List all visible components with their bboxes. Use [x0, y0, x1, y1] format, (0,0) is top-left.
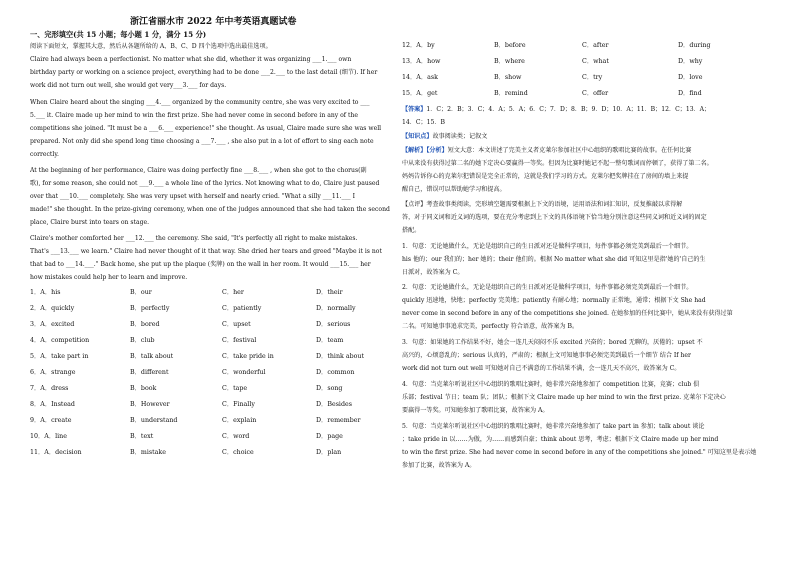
passage-line: prepared. Not only did she spend long time choosing a ___7.___ , she also put in a lot of effort to sing each note	[30, 138, 374, 145]
option-a: 4．A．competition	[30, 337, 90, 344]
left-column	[30, 0, 398, 562]
explanation-line: 日派对，故答案为 C。	[402, 269, 464, 276]
option-a: 9．A．create	[30, 417, 72, 424]
answer-text: 1．C；2．B；3．C；4．A；5．A；6．C；7．D；8．B；9．D；10．A；11．B；12．C；13．A；	[426, 106, 711, 113]
explanation-line: 2．句意：无论她做什么，无论是组织自己的生日派对还是做科学项目，每件事都必须完美到最后一个细节。	[402, 284, 693, 291]
explanation-line: to win the first prize. She had never come in second before in any of the competitions she joined." 可知这里是表示她	[402, 449, 757, 456]
passage-line: Claire's mother comforted her ___12.___ the ceremony. She said, "It's perfectly all right to make mistakes.	[30, 235, 358, 242]
option-d: D．Besides	[316, 401, 352, 408]
passage-line: When Claire heard about the singing ___4.___ organized by the community centre, she was very excited to ___	[30, 99, 370, 106]
comment-line: 搭配。	[402, 227, 421, 234]
option-b: B．club	[130, 337, 155, 344]
option-d: D．common	[316, 369, 355, 376]
analysis-line: 中从来没有获得过第二名的她下定决心要赢得一等奖。但因为比赛时她记不起一整句歌词而停顿了，获得了第二名。	[402, 160, 713, 167]
option-d: D．serious	[316, 321, 351, 328]
option-a: 3．A．excited	[30, 321, 75, 328]
explanation-line: ；take pride in 以……为傲，为……而感到自豪；think about 思考，考虑；根据下文 Claire made up her mind	[402, 436, 719, 443]
explanation-line: 3．句意：如果她的工作结果不好，她会一连几天闷闷不乐 excited 兴奋的；bored 无聊的，厌倦的；upset 不	[402, 339, 703, 346]
option-c: C．Finally	[222, 401, 255, 408]
option-d: D．remember	[316, 417, 361, 424]
option-d: D．normally	[316, 305, 356, 312]
explanation-line: 5．句意：当克莱尔听说社区中心组织的歌唱比赛时，她非常兴奋地参加了 take part in 参加；talk about 谈论	[402, 423, 705, 430]
analysis-line: 醒自己，错误可以帮助她学习和提高。	[402, 186, 506, 193]
passage-line: That's ___13.___ we learn." Claire had never thought of it that way. She dried her tears and greed "Maybe it is not	[30, 248, 382, 255]
explanation-line: 1．句意：无论她做什么，无论是组织自己的生日派对还是做科学项目，每件事都必须完美到最后一个细节。	[402, 243, 693, 250]
explanation-line: quickly 迅速地，快地；perfectly 完美地；patiently 有耐心地；normally 正常地，通常；根据下文 She had	[402, 297, 706, 304]
answer-line	[402, 106, 710, 114]
option-c: C．festival	[222, 337, 257, 344]
explanation-line: never come in second before in any of the competitions she joined. 在她参加的任何比赛中，她从来没有获得过第	[402, 310, 733, 317]
knowledge-point	[402, 133, 487, 141]
explanation-line: 4．句意：当克莱尔听说社区中心组织的歌唱比赛时，她非常兴奋地参加了 competition 比赛，竞赛；club 俱	[402, 381, 700, 388]
option-c: C．after	[582, 42, 609, 49]
explanation-line: 要赢得一等奖。可知她参加了歌唱比赛，故答案为 A。	[402, 407, 549, 414]
option-b: B．our	[130, 289, 152, 296]
option-b: B．bored	[130, 321, 160, 328]
option-a: 15．A．get	[402, 90, 438, 97]
option-c: C．her	[222, 289, 244, 296]
option-a: 6．A．strange	[30, 369, 76, 376]
passage-line: 阅读下面短文，掌握其大意，然后从各题所给的 A、B、C、D 四个选项中选出最佳选项。	[30, 43, 272, 50]
page-title: 浙江省丽水市 2022 年中考英语真题试卷	[130, 17, 297, 27]
option-b: B．remind	[494, 90, 528, 97]
option-a: 10．A．line	[30, 433, 67, 440]
option-c: C．what	[582, 58, 609, 65]
explanation-line: 参加了比赛，故答案为 A。	[402, 462, 476, 469]
passage-line: that bad to ___14.___." Back home, she put up the plaque (奖牌) on the wall in her room. It would ___15.___ her	[30, 261, 371, 268]
option-c: C．wonderful	[222, 369, 266, 376]
option-d: D．team	[316, 337, 344, 344]
option-d: D．plan	[316, 449, 342, 456]
answer-line-2: 14．C；15．B	[402, 119, 445, 126]
option-d: D．find	[678, 90, 702, 97]
option-d: D．page	[316, 433, 343, 440]
passage-line: over that ___10.___ completely. She was very upset with herself and nearly cried. "What a silly ___11.___ I	[30, 193, 356, 200]
passage-line: birthday party or working on a science project, everything had to be done ___2.___ to the last detail (细节). If her	[30, 69, 378, 76]
option-d: D．why	[678, 58, 703, 65]
passage-line: place, Claire burst into tears on stage.	[30, 219, 150, 226]
option-a: 13．A．how	[402, 58, 441, 65]
analysis-tag: 【解析】【分析】	[402, 147, 448, 154]
passage-line: 5.___ it. Claire made up her mind to win the first prize. She had never come in second before in any of the	[30, 112, 358, 119]
option-d: D．during	[678, 42, 711, 49]
passage-line: correctly.	[30, 151, 59, 158]
passage-line: how mistakes could help her to learn and improve.	[30, 274, 188, 281]
option-d: D．think about	[316, 353, 364, 360]
passage-line: made!" she thought. In the prize-giving ceremony, when one of the judges announced that she had taken the second	[30, 206, 390, 213]
option-b: B．talk about	[130, 353, 174, 360]
option-b: B．book	[130, 385, 157, 392]
option-b: B．However	[130, 401, 170, 408]
option-a: 11．A．decision	[30, 449, 82, 456]
option-c: C．offer	[582, 90, 609, 97]
option-c: C．tape	[222, 385, 248, 392]
analysis-line: 妈妈告诉你心的克莱尔犯错误是完全正常的，这就是我们学习的方式。克莱尔把奖牌挂在了房间的墙上来提	[402, 173, 689, 180]
analysis-line	[402, 147, 691, 155]
option-c: C．word	[222, 433, 250, 440]
explanation-line: 乐部；festival 节日；team 队；团队；根据下文 Claire made up her mind to win the first prize. 克莱尔下定决心	[402, 394, 726, 401]
section-heading: 一、完形填空(共 15 小题；每小题 1 分，满分 15 分)	[30, 30, 207, 39]
option-b: B．show	[494, 74, 522, 81]
passage-line: Claire had always been a perfectionist. No matter what she did, whether it was organizing ___1.___ own	[30, 56, 352, 63]
passage-line: At the beginning of her performance, Claire was doing perfectly fine ___8.___ , when she got to the chorus(副	[30, 167, 367, 174]
analysis-text: 短文大意：本文讲述了完美主义者克莱尔参加社区中心组织的歌唱比赛的故事。在任何比赛	[447, 147, 692, 154]
option-a: 7．A．dress	[30, 385, 69, 392]
option-c: C．choice	[222, 449, 254, 456]
option-b: B．perfectly	[130, 305, 170, 312]
option-b: B．mistake	[130, 449, 166, 456]
explanation-line: 二名。可知她事事追求完美，perfectly 符合语意，故答案为 B。	[402, 323, 579, 330]
option-a: 5．A．take part in	[30, 353, 89, 360]
option-c: C．try	[582, 74, 603, 81]
passage-line: competitions she joined. "It must be a ___6.___ experience!" she thought. As usual, Claire made sure she was well	[30, 125, 382, 132]
explanation-line: his 他的；our 我们的；her 她的；their 他们的。根据 No matter what she did 可知这里是指'她的'自己的生	[402, 256, 706, 263]
option-a: 14．A．ask	[402, 74, 438, 81]
explanation-line: work did not turn out well 可知她对自己不满意的工作结果不满，会一连几天不高兴，故答案为 C。	[402, 365, 681, 372]
option-a: 12．A．by	[402, 42, 435, 49]
comment-line: 答，对于同义词和近义词的选项，要在充分考虑到上下文的具体语境下恰当地分别注意这些同义词和近义词的固定	[402, 214, 707, 221]
option-c: C．take pride in	[222, 353, 274, 360]
option-c: C．patiently	[222, 305, 262, 312]
option-c: C．upset	[222, 321, 251, 328]
passage-line: work did not turn out well, she would get very___3.___ for days.	[30, 82, 227, 89]
option-a: 1．A．his	[30, 289, 61, 296]
knowledge-point-text: 故事阅读类；记叙文	[432, 133, 488, 140]
explanation-line: 高兴的，心烦意乱的；serious 认真的，严肃的；根据上文可知她事事必须完美到最后一个细节 结合 If her	[402, 352, 691, 359]
option-d: D．their	[316, 289, 343, 296]
right-column	[402, 0, 772, 562]
option-d: D．love	[678, 74, 703, 81]
option-b: B．understand	[130, 417, 178, 424]
option-b: B．before	[494, 42, 526, 49]
answer-tag: 【答案】	[402, 106, 427, 113]
option-c: C．explain	[222, 417, 257, 424]
option-b: B．different	[130, 369, 169, 376]
option-a: 2．A．quickly	[30, 305, 75, 312]
comment-line: 【点评】考查故事类阅读，完形填空题需要根据上下文的语境，运用语法和词汇知识，反复推敲以求得解	[402, 201, 683, 208]
option-b: B．where	[494, 58, 525, 65]
option-a: 8．A．Instead	[30, 401, 75, 408]
passage-line: 歌), for some reason, she could not ___9.___ a whole line of the lyrics. Not knowing what to do, Claire just paused	[30, 180, 380, 187]
option-d: D．song	[316, 385, 343, 392]
option-b: B．text	[130, 433, 154, 440]
knowledge-point-tag: 【知识点】	[402, 133, 433, 140]
